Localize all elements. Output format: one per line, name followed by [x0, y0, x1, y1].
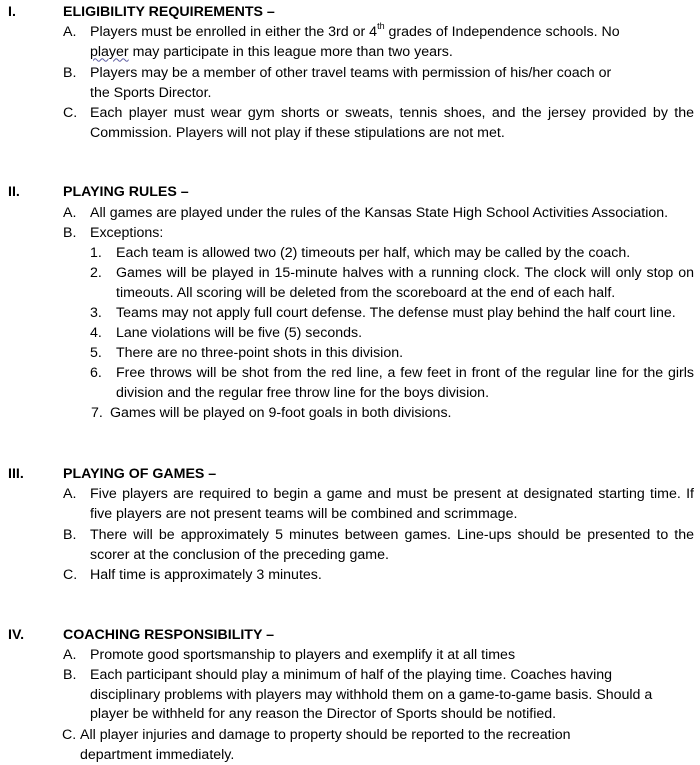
section-number: II. — [8, 184, 20, 200]
item-marker: C. — [63, 105, 78, 121]
item-text: Free throws will be shot from the red line, a few feet in front of the regular line for the girls division and the regular free throw line for the boys division. — [116, 365, 694, 401]
item-marker: B. — [63, 527, 77, 543]
item-text: Each participant should play a minimum of half of the playing time. Coaches having disciplinary problems with players may withhold them on a game-to-game basis. Should a player be withheld for any reason the Director of Sports should be notified. — [90, 667, 653, 723]
item-marker: 1. — [90, 245, 102, 261]
item-marker: A. — [63, 24, 77, 40]
item-text: Each team is allowed two (2) timeouts per half, which may be called by the coach. — [116, 245, 631, 261]
section-number: IV. — [8, 627, 25, 643]
item-marker: 6. — [90, 365, 102, 381]
item-text: There will be approximately 5 minutes between games. Line-ups should be presented to the scorer at the conclusion of the preceding game. — [90, 527, 694, 563]
item-text: Games will be played on 9-foot goals in both divisions. — [110, 405, 452, 421]
item-marker: C. — [62, 727, 77, 743]
item-text: There are no three-point shots in this division. — [116, 345, 404, 361]
item-marker: 4. — [90, 325, 102, 341]
section-number: III. — [8, 466, 24, 482]
item-text: Lane violations will be five (5) seconds. — [116, 325, 363, 341]
item-marker: B. — [63, 65, 77, 81]
item-text: Promote good sportsmanship to players and exemplify it at all times — [90, 647, 516, 663]
item-text: All player injuries and damage to property should be reported to the recreation department immediately. — [80, 727, 571, 763]
section-title: COACHING RESPONSIBILITY – — [63, 627, 275, 643]
item-text: Half time is approximately 3 minutes. — [90, 567, 322, 583]
item-text: All games are played under the rules of the Kansas State High School Activities Association. — [90, 205, 669, 221]
section-title: ELIGIBILITY REQUIREMENTS – — [63, 4, 275, 20]
item-marker: 5. — [90, 345, 102, 361]
item-text: Each player must wear gym shorts or sweats, tennis shoes, and the jersey provided by the Commission. Players will not play if these stipulations are not met. — [90, 105, 694, 141]
section-number: I. — [8, 4, 16, 20]
item-marker: 7. — [91, 405, 103, 421]
section-title: PLAYING RULES – — [63, 184, 189, 200]
item-text: Five players are required to begin a game and must be present at designated starting time. If five players are not present teams will be combined and scrimmage. — [90, 486, 694, 522]
item-marker: A. — [63, 486, 77, 502]
item-text: Players may be a member of other travel teams with permission of his/her coach or the Sports Director. — [90, 65, 612, 101]
item-marker: 3. — [90, 305, 102, 321]
item-marker: A. — [63, 647, 77, 663]
item-text: Teams may not apply full court defense. The defense must play behind the half court line. — [116, 305, 676, 321]
item-marker: 2. — [90, 265, 102, 281]
item-text: Games will be played in 15-minute halves with a running clock. The clock will only stop on timeouts. All scoring will be deleted from the scoreboard at the end of each half. — [116, 265, 694, 301]
item-text: Exceptions: — [90, 225, 164, 241]
item-text: Players must be enrolled in either the 3rd or 4th grades of Independence schools. No player may participate in this league more than two years. — [90, 21, 620, 60]
item-marker: B. — [63, 667, 77, 683]
item-marker: B. — [63, 225, 77, 241]
item-marker: A. — [63, 205, 77, 221]
item-marker: C. — [63, 567, 78, 583]
section-title: PLAYING OF GAMES – — [63, 466, 217, 482]
